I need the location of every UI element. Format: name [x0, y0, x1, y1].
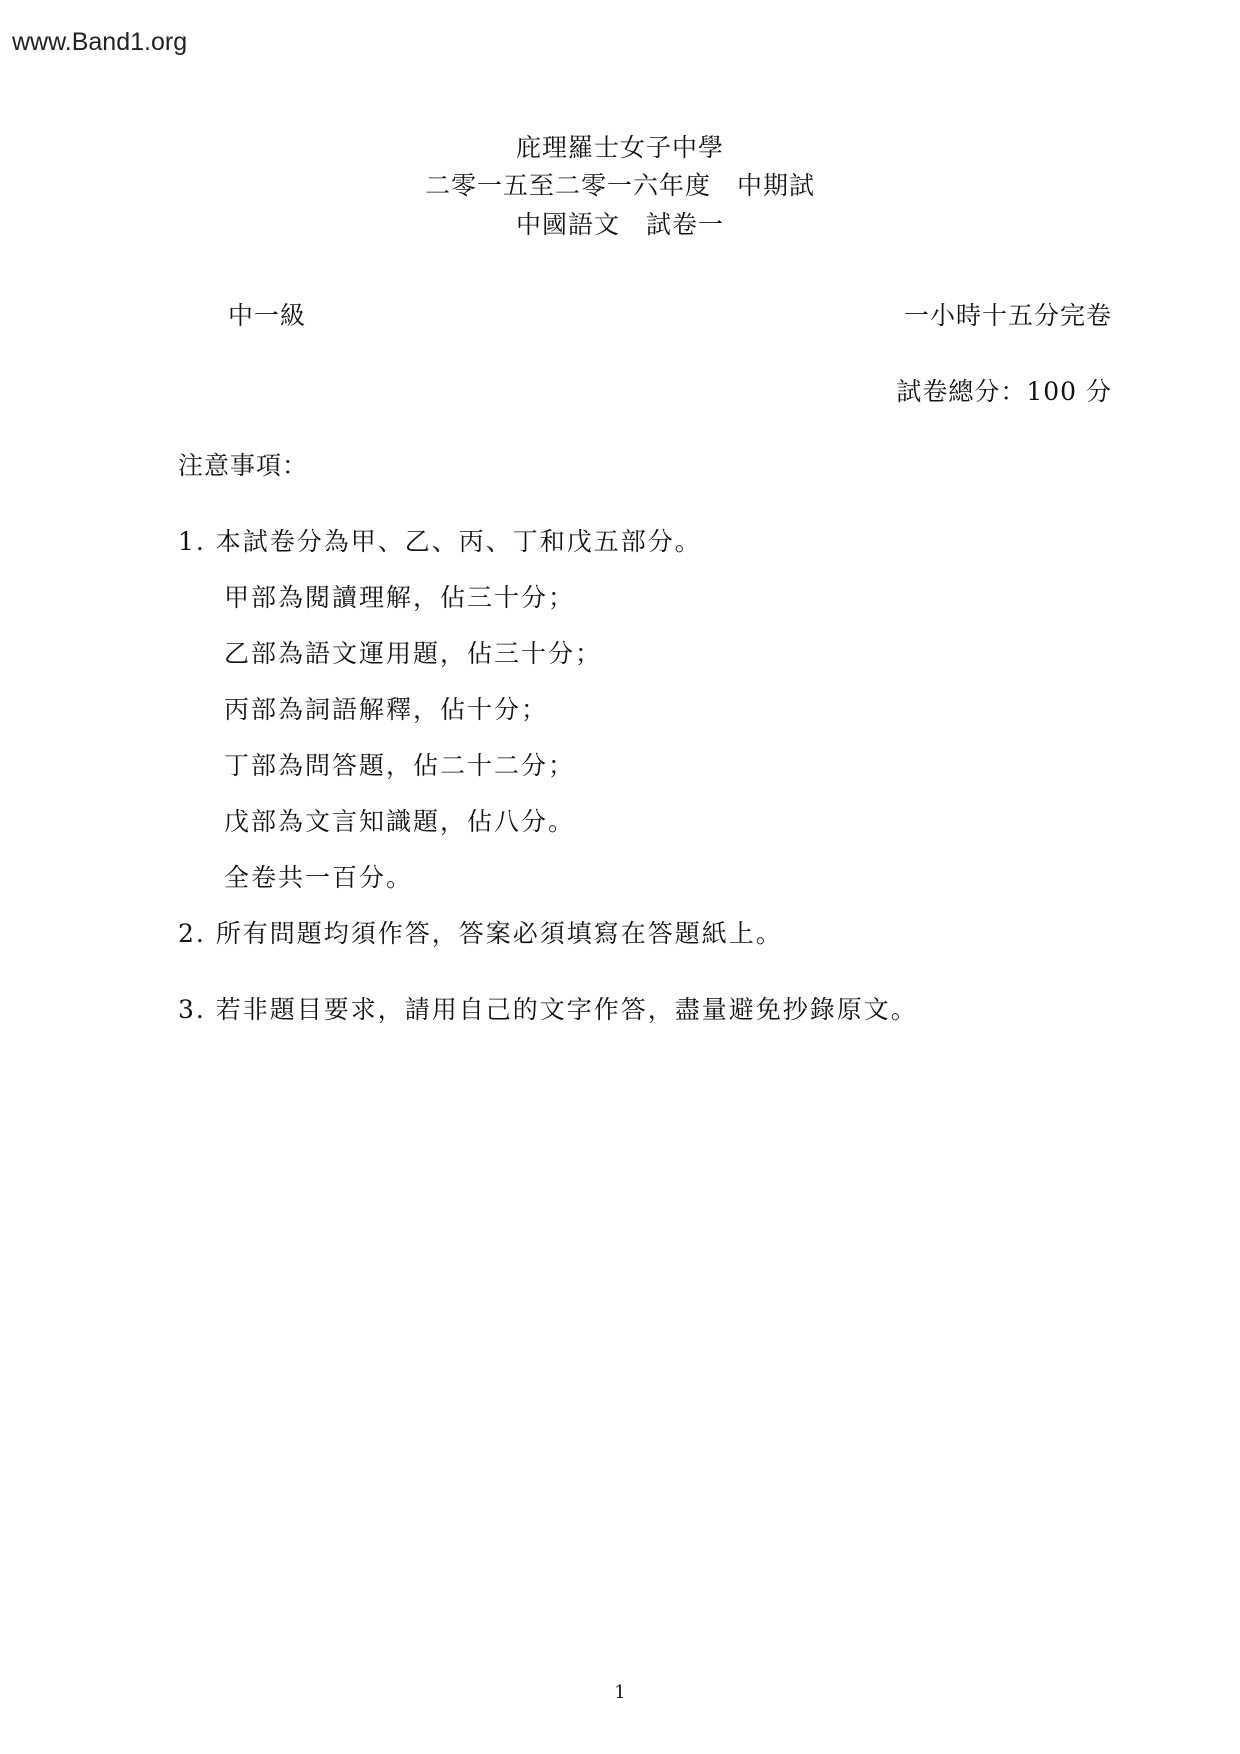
section-total: 全卷共一百分。 [224, 863, 414, 892]
section-item: 戊部為文言知識題，佔八分。 [224, 807, 576, 836]
note-item-1: 1. 本試卷分為甲、乙、丙、丁和戊五部分。 [178, 527, 702, 556]
note-item-2: 2. 所有問題均須作答，答案必須填寫在答題紙上。 [178, 919, 783, 948]
section-item: 乙部為語文運用題，佔三十分； [224, 639, 603, 668]
section-item: 丁部為問答題，佔二十二分； [224, 751, 576, 780]
section-item: 甲部為閱讀理解，佔三十分； [224, 583, 576, 612]
exam-duration: 一小時十五分完卷 [903, 301, 1112, 330]
grade-level: 中一級 [228, 301, 307, 330]
watermark-url: www.Band1.org [12, 28, 188, 56]
total-score: 試卷總分：100 分 [896, 377, 1112, 406]
section-item: 丙部為詞語解釋，佔十分； [224, 695, 549, 724]
note-item-3: 3. 若非題目要求，請用自己的文字作答，盡量避免抄錄原文。 [178, 995, 918, 1024]
notes-heading: 注意事項： [178, 451, 309, 480]
page-number: 1 [614, 1682, 626, 1703]
school-name: 庇理羅士女子中學 [515, 133, 724, 162]
paper-title: 中國語文 試卷一 [515, 210, 724, 239]
exam-title: 二零一五至二零一六年度 中期試 [424, 171, 815, 200]
